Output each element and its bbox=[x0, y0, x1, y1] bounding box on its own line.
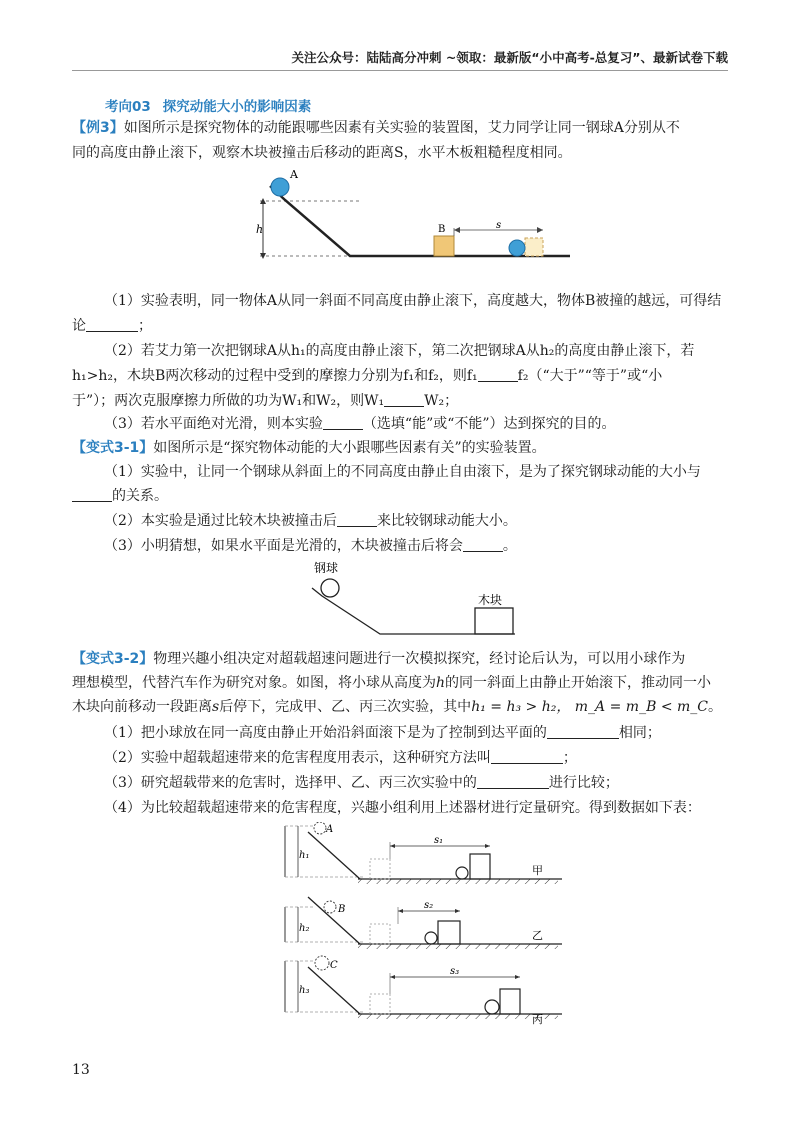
section-heading bbox=[105, 95, 311, 115]
variant31-intro: 【变式3-1】如图所示是“探究物体动能的大小跟哪些因素有关”的实验装置。 bbox=[72, 440, 546, 456]
example3-figure bbox=[240, 168, 580, 268]
example3-line2: 同的高度由静止滚下，观察木块被撞击后移动的距离S，水平木板粗糙程度相同。 bbox=[72, 145, 572, 161]
svg-text:s₁: s₁ bbox=[434, 835, 444, 846]
variant32-q1: （1）把小球放在同一高度由静止开始沿斜面滚下是为了控制到达平面的 相同； bbox=[104, 725, 661, 741]
variant32-line2: 理想模型，代替汽车作为研究对象。如图，将小球从高度为h的同一斜面上由静止开始滚下，推动同一小 bbox=[72, 675, 712, 691]
variant31-tag: 【变式3-1】 bbox=[72, 440, 154, 456]
condition-equation: h₁ = h₃ > h₂， m_A = m_B < m_C bbox=[471, 699, 708, 715]
answer-blank[interactable] bbox=[478, 367, 518, 382]
svg-text:乙: 乙 bbox=[532, 929, 543, 942]
example3-q2-cont: h₁>h₂，木块B两次移动的过程中受到的摩擦力分别为f₁和f₂，则f₁ f₂（“大于”“等于”或“小 bbox=[72, 368, 663, 384]
example3-line1: 【例3】如图所示是探究物体的动能跟哪些因素有关实验的装置图，艾力同学让同一钢球A分别从不 bbox=[72, 120, 680, 136]
header-rule bbox=[72, 70, 728, 71]
ball-a-icon bbox=[271, 178, 289, 196]
answer-blank[interactable] bbox=[323, 415, 363, 430]
variant32-q3: （3）研究超载带来的危害时，选择甲、乙、丙三次实验中的 进行比较； bbox=[104, 775, 619, 791]
steel-ball-icon bbox=[321, 579, 339, 597]
experiment-yi-diagram bbox=[285, 897, 562, 949]
variant32-q2: （2）实验中超载超速带来的危害程度用表示，这种研究方法叫 ； bbox=[104, 750, 577, 766]
answer-blank[interactable] bbox=[547, 724, 619, 739]
experiment-jia-diagram bbox=[285, 822, 562, 884]
svg-text:A: A bbox=[326, 824, 334, 835]
svg-text:s₃: s₃ bbox=[450, 966, 460, 977]
answer-blank[interactable] bbox=[86, 317, 138, 332]
section-number: 考向03 bbox=[105, 99, 151, 115]
ball-a-label: A bbox=[290, 168, 298, 181]
slope-diagram bbox=[256, 168, 570, 259]
answer-blank[interactable] bbox=[491, 749, 563, 764]
answer-blank[interactable] bbox=[72, 487, 112, 502]
example3-q3: （3）若水平面绝对光滑，则本实验 （选填“能”或“不能”）达到探究的目的。 bbox=[104, 416, 616, 432]
ball-after-icon bbox=[509, 240, 525, 256]
distance-label: s bbox=[496, 220, 502, 231]
example3-q1-cont: 论 ； bbox=[72, 318, 152, 334]
variant31-figure bbox=[300, 560, 530, 640]
wood-block-label: 木块 bbox=[478, 593, 503, 607]
variant31-q1-cont: 的关系。 bbox=[72, 485, 732, 507]
svg-text:h₁: h₁ bbox=[299, 850, 310, 861]
variant32-q4: （4）为比较超载超速带来的危害程度，兴趣小组利用上述器材进行定量研究。得到数据如下表： bbox=[104, 800, 701, 816]
block-b-label: B bbox=[438, 224, 446, 235]
svg-text:C: C bbox=[330, 960, 338, 971]
svg-text:h₂: h₂ bbox=[299, 923, 310, 934]
height-label: h bbox=[256, 223, 264, 236]
section-title: 探究动能大小的影响因素 bbox=[162, 99, 312, 115]
answer-blank[interactable] bbox=[463, 537, 503, 552]
page-header: 关注公众号：陆陆高分冲刺 ~领取：最新版“小中高考-总复习”、最新试卷下载 bbox=[291, 50, 728, 65]
svg-text:甲: 甲 bbox=[532, 864, 543, 877]
example3-tag: 【例3】 bbox=[72, 120, 124, 136]
steel-ball-label: 钢球 bbox=[314, 561, 339, 575]
variant32-line1: 【变式3-2】物理兴趣小组决定对超载超速问题进行一次模拟探究，经讨论后认为，可以用小球作为 bbox=[72, 651, 686, 667]
answer-blank[interactable] bbox=[477, 774, 549, 789]
block-moved-icon bbox=[525, 238, 543, 256]
variant31-q3: （3）小明猜想，如果水平面是光滑的，木块被撞击后将会 。 bbox=[104, 538, 517, 554]
variant32-tag: 【变式3-2】 bbox=[72, 651, 154, 667]
block-b-icon bbox=[434, 236, 454, 256]
example3-q2-cont2: 于”）；两次克服摩擦力所做的功为W₁和W₂，则W₁ W₂； bbox=[72, 393, 459, 409]
svg-text:s₂: s₂ bbox=[424, 900, 434, 911]
svg-text:B: B bbox=[338, 904, 346, 915]
page-number: 13 bbox=[72, 1062, 90, 1078]
answer-blank[interactable] bbox=[384, 392, 424, 407]
variant32-figures bbox=[270, 822, 570, 1027]
svg-text:丙: 丙 bbox=[532, 1013, 543, 1026]
wood-block-icon bbox=[475, 608, 513, 634]
variant32-line3: 木块向前移动一段距离s后停下，完成甲、乙、丙三次实验，其中h₁ = h₃ > h₂， m_A = m_B < m_C。 bbox=[72, 699, 722, 715]
answer-blank[interactable] bbox=[337, 512, 377, 527]
variant31-q2: （2）本实验是通过比较木块被撞击后 来比较钢球动能大小。 bbox=[104, 513, 517, 529]
svg-text:h₃: h₃ bbox=[299, 985, 310, 996]
example3-q1: （1）实验表明，同一物体A从同一斜面不同高度由静止滚下，高度越大，物体B被撞的越远，可得结 bbox=[104, 293, 722, 309]
example3-q2: （2）若艾力第一次把钢球A从h₁的高度由静止滚下，第二次把钢球A从h₂的高度由静止滚下，若 bbox=[104, 343, 695, 359]
variant31-q1: （1）实验中，让同一个钢球从斜面上的不同高度由静止自由滚下，是为了探究钢球动能的大小与 bbox=[104, 464, 701, 480]
experiment-bing-diagram bbox=[285, 956, 562, 1026]
